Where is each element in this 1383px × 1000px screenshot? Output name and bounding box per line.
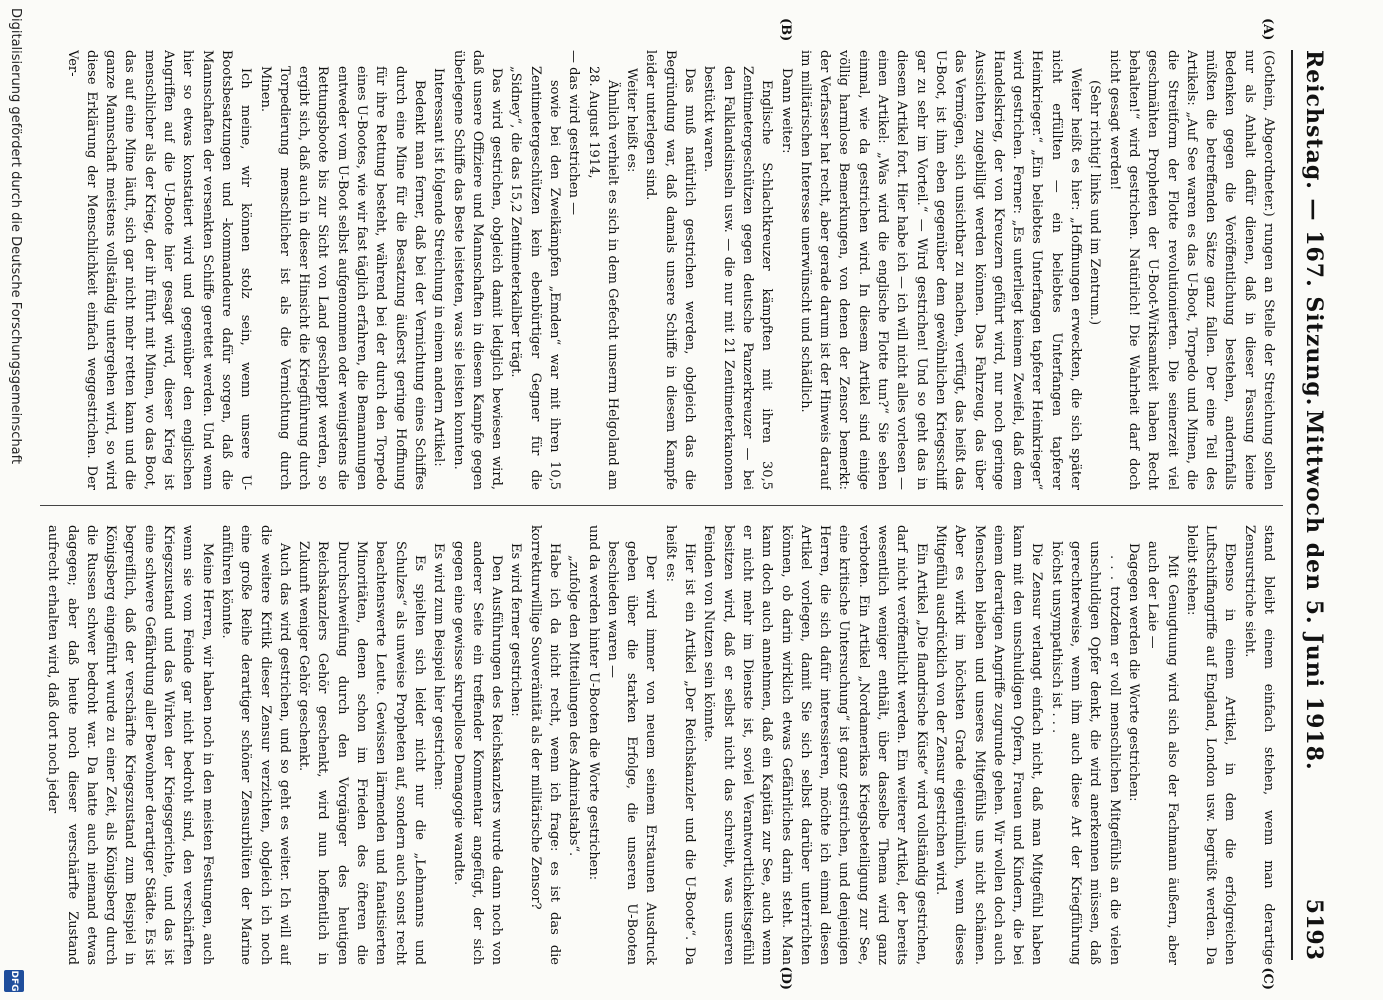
paragraph: Habe ich da nicht recht, wenn ich frage: es ist das die korrekturwillige Souveränität als der militärische Zensor? [527, 525, 563, 965]
paragraph: Es wird ferner gestrichen: [508, 543, 524, 717]
paragraph: Bedenkt man ferner, daß bei der Vernichtung eines Schiffes durch eine Mine für die Besatzung äußerst geringe Hoffnung für ihre Rettung besteht, während bei der durch den Torpedo eines U-Bootes, wie wir fast täglich erfahren, die Bemannungen entweder vom U-Boot selbst aufgenommen oder wenigstens die Rettungsboote bis zur Sicht von Land geschleppt werden, so ergibt sich, daß auch in dieser Hinsicht die Kriegführung durch Torpedierung menschlicher ist als die Vernichtung durch Minen. [257, 66, 427, 490]
paragraph: (Sehr richtig! links und im Zentrum.) [1087, 80, 1103, 326]
digitization-footer [0, 0, 26, 1000]
column-divider [40, 505, 1283, 506]
paragraph: Dagegen werden die Worte gestrichen: [1125, 543, 1141, 802]
paragraph: Ich meine, wir können stolz sein, wenn unsere U-Bootsbesatzungen und -kommandeure dafür sorgen, daß die Mannschaften der versenkten Schiffe gerettet werden. Und wenn hier so etwas konstatiert wird und gegenüber den englischen Angriffen auf die U-Boote hier gesagt wird, dieser Krieg ist menschlicher als der Krieg, der ihr führt mit Minen, wo das Boot, das auf eine Mine läuft, sich gar nicht mehr retten kann und die ganze Mannschaft meistens vollständig untergehen wird, so wird diese Erklärung der Menschlichkeit einfach weggestrichen. Der Ver- [64, 50, 254, 490]
paragraph: Ähnlich verhielt es sich in dem Gefecht unserm Helgoland am 28. August 1914, [585, 66, 620, 490]
left-column [30, 50, 1278, 490]
paragraph: Ebenso in einem Artikel, in dem die erfolgreichen Luftschiffangriffe auf England, London usw. begrüßt werden. Da bleibt stehen: [1183, 525, 1238, 965]
paragraph: Die Zensur verlangt einfach nicht, daß man Mitgefühl haben kann mit den unschuldigen Opfern, Frauen und Kindern, die bei einem derartigen Angriffe zugrunde gehen. Wir wollen doch auch Menschen bleiben und unseres Mitgefühls uns nicht schämen. Aber es wirkt im höchsten Grade eigentümlich, wenn dieses Mitgefühl ausdrücklich von der Zensur gestrichen wird. [932, 525, 1045, 965]
paragraph: Weiter heißt es hier: „Hoffnungen erweckten, die sich später nicht erfüllten — ein beliebtes Unterfangen tapferer Heimkrieger.“ „Ein beliebtes Unterfangen tapferer Heimkrieger“ wird gestrichen. Ferner: „Es unterliegt keinem Zweifel, daß dem Handelskrieg, der von Kreuzern geführt wird, nur noch geringe Aussichten zugebilligt werden können. Das Fahrzeug, das über das Vermögen, sich unsichtbar zu machen, verfügt, das heißt das U-Boot, ist ihm eben gegenüber dem gewöhnlichen Kriegsschiff gar zu sehr im Vorteil.“ — Wird gestrichen! Und so geht das in diesem Artikel fort. Hier habe ich — ich will nicht alles vorlesen — einen Artikel: „Was wird die englische Flotte tun?“ Sie sehen einmal, wie da gestrichen wird. In diesem Artikel sind einige völlig harmlose Bemerkungen, von denen der Zensor bemerkt: der Verfasser hat recht, aber gerade darum ist der Hinweis darauf im militärischen Interesse unerwünscht und schädlich. [797, 50, 1084, 490]
margin-marker-a: (A) [1260, 18, 1275, 41]
paragraph: . . . trotzdem er voll menschlichen Mitgefühls an die vielen unschuldigen Opfer denkt, die wird anerkennen müssen, daß gerechterweise, wenn ihm auch diese Art der Kriegführung höchst unsympathisch ist . . . [1048, 541, 1122, 965]
margin-marker-c: (C) [1260, 967, 1275, 990]
dfg-logo-icon: DFG [4, 970, 24, 992]
paragraph: „zufolge den Mitteilungen des Admiralstabs“. [566, 555, 582, 857]
paragraph: Weiter heißt es: [624, 68, 640, 173]
header-left: Reichstag. — 167. Sitzung. [1301, 50, 1327, 407]
paragraph: Es spielten sich leider nicht nur die „Lehmanns und Schulzes“ als unweise Propheten auf, sondern auch sonst recht beachtenswerte Leute. Gewissen lärmenden und fanatisierten Minoritäten, denen schon im Frieden des öfteren die Durchschweifung durch den Vorgänger des heutigen Reichskanzlers Gehör geschenkt, wird nun hoffentlich in Zukunft weniger Gehör geschenkt. [296, 541, 427, 965]
paragraph: Interessant ist folgende Streichung in einem andern Artikel: [431, 68, 447, 467]
header-date: Mittwoch den 5. Juni 1918. [1301, 410, 1327, 771]
digitization-credit: Digitalisierung gefördert durch die Deutsche Forschungsgemeinschaft [8, 8, 23, 465]
paragraph: — das wird gestrichen — [566, 50, 582, 216]
right-column [30, 525, 1278, 965]
paragraph: Das muß natürlich gestrichen werden, obgleich das die Begründung war, daß damals unsere Schiffe in diesem Kampfe leider unterlegen sind. [643, 50, 698, 490]
paragraph: Meine Herren, wir haben noch in den meisten Festungen, auch wenn sie vom Feinde gar nicht bedroht sind, den verschärften Kriegszustand und das Wirken der Kriegsgerichte, und das ist eine schwere Gefährdung aller Bewohner derartiger Städte. Es ist begreiflich, daß der verschärfte Kriegszustand zum Beispiel in Königsberg eingeführt wurde zu einer Zeit, als Königsberg durch die Russen schwer bedroht war. Da hatte auch niemand etwas dagegen; aber daß heute noch dieser verschärfte Zustand aufrecht erhalten wird, daß dort noch jeder [45, 525, 215, 965]
paragraph: Das wird gestrichen, obgleich damit lediglich bewiesen wird, daß unsere Offiziere und Mannschaften in diesem Kampfe gegen überlegene Schiffe das Beste leisteten, was sie leisten konnten. [450, 50, 505, 490]
paragraph: Den Ausführungen des Reichskanzlers wurde dann noch von anderer Seite ein treffender Kommentar angefügt, der sich gegen eine gewisse skrupellose Demagogie wandte. [450, 541, 505, 965]
paragraph: Hier ist ein Artikel „Der Reichskanzler und die U-Boote“. Da heißt es: [662, 525, 698, 965]
paragraph: Der wird immer von neuem seinem Erstaunen Ausdruck geben über die starken Erfolge, die unseren U-Booten beschieden waren — [604, 541, 659, 965]
page-number: 5193 [1301, 898, 1327, 960]
paragraph: stand bleibt einem einfach stehen, wenn man derartige Zensurstriche sieht. [1241, 525, 1276, 965]
paragraph: und da werden hinter U-Booten die Worte gestrichen: [585, 525, 601, 881]
page-header [1291, 50, 1333, 960]
paragraph: Englische Schlachtkreuzer kämpften mit ihren 30,5 Zentimetergeschützen gegen deutsche Panzerkreuzer — bei den Falklandsinseln usw. — die nur mit 21 Zentimeterkanonen bestückt waren. [701, 66, 775, 490]
paragraph: (Gothein, Abgeordneter.) rungen an Stelle der Streichung sollen nur als Anhalt dafür dienen, daß in dieser Fassung keine Bedenken gegen die Veröffentlichung bestehen, andernfalls müßten die betreffenden Sätze ganz fallen. Der eine Teil des Artikels: „Auf See waren es das U-Boot, Torpedo und Minen, die die Streitform der Flotte revolutionierten. Die seinerzeit viel geschmähten Propheten der U-Boot-Wirksamkeit haben Recht behalten!“ wird gestrichen. Natürlich! Die Wahrheit darf doch nicht gesagt werden! [1106, 50, 1276, 490]
paragraph: Ein Artikel „Die flandrische Küste“ wird vollständig gestrichen, darf nicht veröffentlicht werden. Ein weiterer Artikel, der bereits wesentlich weniger enthält, über dasselbe Thema wird ganz verboten. Ein Artikel „Nordamerikas Kriegsbeteiligung zur See, eine kritische Untersuchung“ ist ganz gestrichen, und denjenigen Herren, die sich dafür interessieren, möchte ich einmal diesen Artikel vorlegen, damit Sie sich selbst darüber unterrichten können, ob darin wirklich etwas Gefährliches darin steht. Man kann doch auch annehmen, daß ein Kapitän zur See, auch wenn er nicht mehr im Dienste ist, soviel Verantwortlichkeitsgefühl besitzen wird, daß er selbst nicht das schreibt, was unseren Feinden von Nutzen sein könnte. [701, 525, 929, 965]
paragraph: Auch das wird gestrichen, und so geht es weiter. Ich will auf die weitere Kritik dieser Zensur verzichten, obgleich ich noch eine große Reihe derartiger schöner Zensurblüten der Marine anführen könnte. [218, 525, 292, 965]
paragraph: Mit Genugtuung wird sich also der Fachmann äußern, aber auch der Laie — [1145, 541, 1180, 965]
paragraph: Dann weiter: [778, 68, 794, 154]
paragraph: Es wird zum Beispiel hier gestrichen: [431, 543, 447, 791]
margin-marker-d: (D) [778, 966, 793, 990]
paragraph: sowie bei den Zweikämpfen „Emden“ war mit ihren 10,5 Zentimetergeschützen kein ebenbürtiger Gegner für die „Sidney“, die das 15,2 Zentimeterkaliber trägt. [508, 66, 563, 490]
margin-marker-b: (B) [778, 18, 793, 42]
